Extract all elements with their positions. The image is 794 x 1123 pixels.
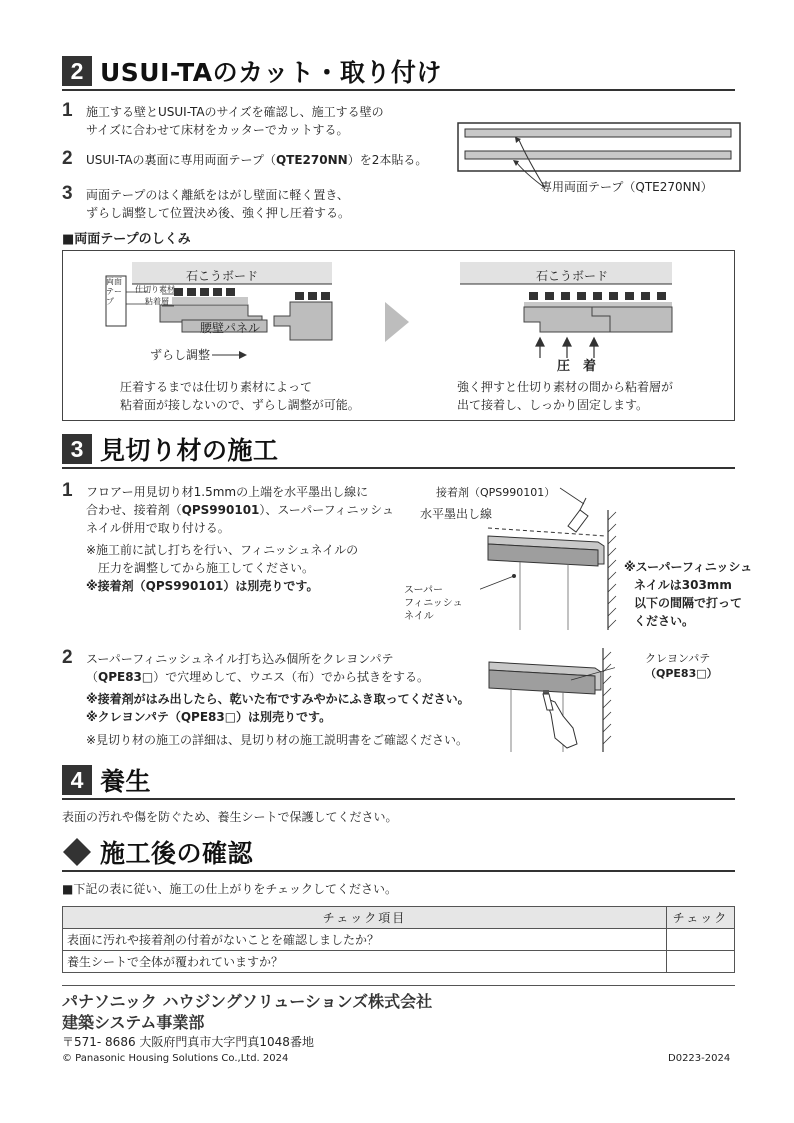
partition-label: 仕切り素材 <box>135 285 175 294</box>
s3-step2-note1: ※接着剤がはみ出したら、乾いた布ですみやかにふき取ってください。 <box>86 692 470 706</box>
caption-right-2: 出て接着し、しっかり固定します。 <box>457 398 649 412</box>
check-row-1-text: 表面に汚れや接着剤の付着がないことを確認しましたか？ <box>63 929 667 951</box>
putty-label-2: （QPE83□） <box>645 667 718 680</box>
s3-step2-note3: ※見切り材の施工の詳細は、見切り材の施工説明書をご確認ください。 <box>86 733 469 747</box>
section2-title: USUI-TAのカット・取り付け <box>100 58 442 87</box>
caption-left-1: 圧着するまでは仕切り素材によって <box>120 380 313 394</box>
section4-text: 表面の汚れや傷を防ぐため、養生シートで保護してください。 <box>62 810 398 824</box>
footer-division: 建築システム事業部 <box>62 1013 205 1032</box>
final-heading <box>62 835 253 869</box>
nail-label-2: フィニッシュ <box>404 598 463 609</box>
press-label: 圧 着 <box>557 359 597 374</box>
putty-label-1: クレヨンパテ <box>645 652 711 665</box>
s3-step1-line3: ネイル併用で取り付ける。 <box>86 521 230 535</box>
check-row-1-box[interactable] <box>667 929 735 951</box>
section4-number: 4 <box>62 765 92 795</box>
s3-step1-number: 1 <box>62 480 73 501</box>
s3-step2-note2: ※クレヨンパテ（QPE83□）は別売りです。 <box>86 710 332 724</box>
s2-step3-line2: ずらし調整して位置決め後、強く押し圧着する。 <box>86 206 351 220</box>
s2-step1-line2: サイズに合わせて床材をカッターでカットする。 <box>86 123 349 137</box>
section3-heading <box>62 432 279 466</box>
s3-step1-note1b: 圧力を調整してから施工してください。 <box>86 561 315 575</box>
final-intro: ■下記の表に従い、施工の仕上がりをチェックしてください。 <box>62 882 397 896</box>
s2-step3-number: 3 <box>62 183 73 204</box>
adhesive-label: 粘着層 <box>145 297 169 306</box>
diamond-icon <box>62 837 92 867</box>
tape-label: 専用両面テープ（QTE270NN） <box>540 180 713 194</box>
s3-step1-line1: フロアー用見切り材1.5mmの上端を水平墨出し線に <box>86 485 369 499</box>
final-title: 施工後の確認 <box>100 839 254 868</box>
table-row <box>63 951 735 973</box>
nail-label-3: ネイル <box>404 611 434 622</box>
s3-step2-number: 2 <box>62 647 73 668</box>
side-label: 両面テープ <box>106 277 122 306</box>
nail-note-1: ※スーパーフィニッシュ <box>624 560 753 574</box>
board-label-left: 石こうボード <box>186 269 259 283</box>
caption-right-1: 強く押すと仕切り素材の間から粘着層が <box>457 380 674 394</box>
nail-note-3: 以下の間隔で打って <box>634 596 743 610</box>
mechanism-heading: ■両面テープのしくみ <box>62 232 191 247</box>
adhesive-label-fig: 接着剤（QPS990101） <box>436 486 556 499</box>
panel-label: 腰壁パネル <box>200 321 261 335</box>
footer-copyright: © Panasonic Housing Solutions Co.,Ltd. 2024 <box>62 1053 289 1064</box>
section3-number: 3 <box>62 434 92 464</box>
final-rule <box>62 870 735 872</box>
section4-title: 養生 <box>100 767 152 796</box>
s2-step1-number: 1 <box>62 100 73 121</box>
nail-label-1: スーパー <box>404 585 443 596</box>
s3-step1-note2: ※接着剤（QPS990101）は別売りです。 <box>86 579 319 593</box>
shift-label: ずらし調整 <box>150 348 211 362</box>
s2-step2-text: USUI-TAの裏面に専用両面テープ（QTE270NN）を2本貼る。 <box>86 153 428 167</box>
s2-step2-number: 2 <box>62 148 73 169</box>
check-header-item: チェック項目 <box>63 907 667 929</box>
s2-step3-line1: 両面テープのはく離紙をはがし壁面に軽く置き、 <box>86 188 349 202</box>
s3-step2-line1: スーパーフィニッシュネイル打ち込み個所をクレヨンパテ <box>86 652 394 666</box>
putty-figure <box>485 648 615 752</box>
check-row-2-text: 養生シートで全体が覆われていますか？ <box>63 951 667 973</box>
section3-rule <box>62 467 735 469</box>
section4-heading <box>62 763 151 797</box>
s3-step2-line2: （QPE83□）で穴埋めして、ウエス（布）でから拭きをする。 <box>86 670 430 684</box>
check-header-check: チェック <box>667 907 735 929</box>
footer-address: 〒571- 8686 大阪府門真市大字門真1048番地 <box>62 1035 314 1049</box>
molding-figure <box>480 480 630 630</box>
check-row-2-box[interactable] <box>667 951 735 973</box>
board-label-right: 石こうボード <box>536 269 609 283</box>
footer-company: パナソニック ハウジングソリューションズ株式会社 <box>62 992 433 1011</box>
level-line-label: 水平墨出し線 <box>420 507 493 521</box>
section2-heading <box>62 54 442 88</box>
table-row <box>63 929 735 951</box>
section2-number: 2 <box>62 56 92 86</box>
s3-step1-line2: 合わせ、接着剤（QPS990101）、スーパーフィニッシュ <box>86 503 394 517</box>
s2-step1-line1: 施工する壁とUSUI-TAのサイズを確認し、施工する壁の <box>86 105 384 119</box>
check-table <box>62 906 735 973</box>
s3-step1-note1a: ※施工前に試し打ちを行い、フィニッシュネイルの <box>86 543 359 557</box>
footer-rule <box>62 985 735 986</box>
section2-rule <box>62 89 735 91</box>
section4-rule <box>62 798 735 800</box>
footer-code: D0223-2024 <box>668 1053 731 1064</box>
check-table-header <box>63 907 735 929</box>
nail-note-4: ください。 <box>634 614 695 628</box>
nail-note-2: ネイルは303mm <box>634 578 732 592</box>
section3-title: 見切り材の施工 <box>100 436 279 465</box>
caption-left-2: 粘着面が接しないので、ずらし調整が可能。 <box>120 398 360 412</box>
